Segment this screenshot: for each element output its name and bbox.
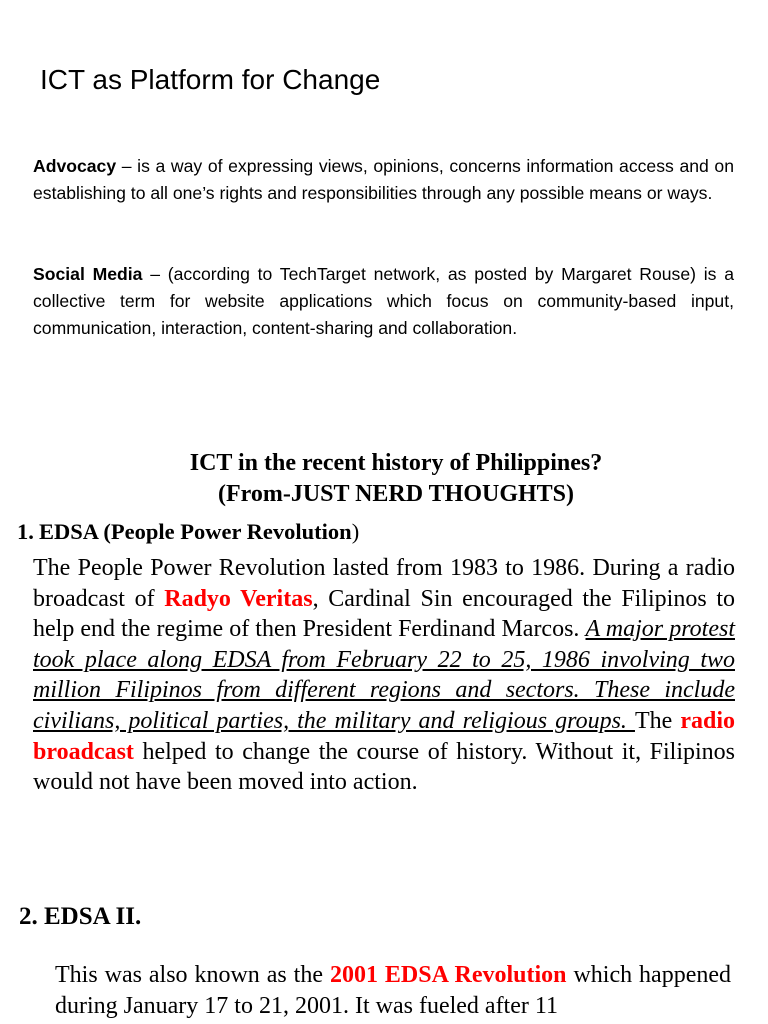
edsa2-text1: This was also known as the [55, 962, 330, 988]
section-heading-line2: (From-JUST NERD THOUGHTS) [217, 481, 575, 507]
edsa1-highlight-radyo-veritas: Radyo Veritas [164, 585, 313, 612]
edsa1-number: 1. [17, 519, 34, 544]
edsa2-heading: 2. EDSA II. [19, 903, 142, 930]
section-heading-line1: ICT in the recent history of Philippines? [189, 450, 603, 476]
edsa2-highlight: 2001 EDSA Revolution [329, 962, 567, 988]
social-media-definition [33, 261, 734, 342]
edsa1-emphasis: A major protest took place along EDSA from February 22 to 25, 1986 involving two million Filipinos from different regions and sectors. These include civilians, political parties, the military and religious groups. [33, 616, 735, 734]
edsa1-text2: , Cardinal Sin encouraged the Filipinos to help end the regime of then President Ferdinand Marcos. [33, 585, 736, 643]
social-media-term: Social Media [33, 264, 143, 284]
edsa1-heading [17, 517, 359, 547]
advocacy-definition [33, 153, 734, 207]
section-heading [0, 448, 768, 510]
social-media-text: – (according to TechTarget network, as posted by Margaret Rouse) is a collective term for website applications which focus on community-based input, communication, interaction, content-sharing and collaboration. [33, 264, 734, 338]
edsa1-paragraph [33, 553, 735, 798]
edsa2-text2: which happened during January 17 to 21, 2001. It was fueled after 11 [55, 962, 732, 1019]
edsa1-text1: The People Power Revolution lasted from 1983 to 1986. During a radio broadcast of [33, 555, 735, 612]
advocacy-term: Advocacy [33, 156, 117, 176]
edsa1-text4: helped to change the course of history. Without it, Filipinos would not have been moved into action. [33, 738, 735, 796]
edsa1-highlight-radio-broadcast: radio broadcast [33, 707, 736, 765]
edsa2-paragraph [55, 960, 731, 1021]
edsa1-heading-text: EDSA (People Power Revolution [39, 519, 352, 544]
page-title: ICT as Platform for Change [40, 64, 381, 95]
edsa1-text3: The [634, 707, 681, 734]
edsa1-heading-close: ) [351, 519, 360, 544]
advocacy-text: – is a way of expressing views, opinions, concerns information access and on establishing to all one’s rights and responsibilities through any possible means or ways. [33, 156, 734, 203]
